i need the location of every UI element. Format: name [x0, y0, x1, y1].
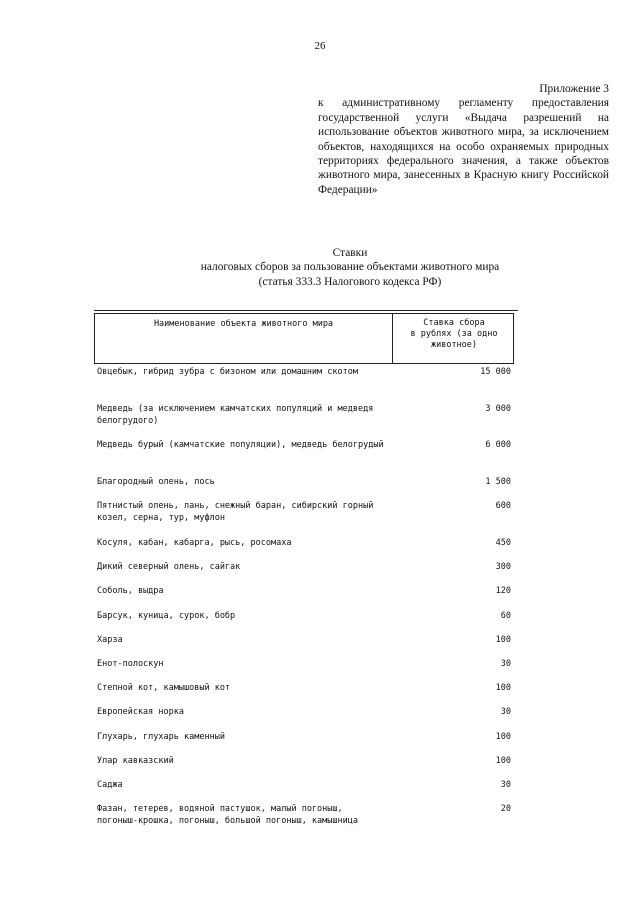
row-name: Барсук, куница, сурок, бобр: [97, 611, 236, 621]
row-name: Благородный олень, лось: [97, 477, 215, 487]
row-name: Пятнистый олень, лань, снежный баран, сибирский горный козел, серна, тур, муфлон: [97, 501, 374, 523]
table-header-box: [94, 313, 514, 364]
row-name: Косуля, кабан, кабарга, рысь, росомаха: [97, 538, 292, 548]
row-rate: 120: [495, 586, 511, 596]
heading-line-3: (статья 333.3 Налогового кодекса РФ): [258, 275, 442, 288]
row-rate: 100: [495, 635, 511, 645]
row-name: Медведь бурый (камчатские популяции), медведь белогрудый: [97, 440, 384, 450]
row-rate: 60: [500, 611, 511, 621]
row-rate: 600: [495, 501, 511, 511]
table-top-rule: [94, 310, 518, 311]
row-name: Саджа: [97, 780, 123, 790]
row-name: Степной кот, камышовый кот: [97, 683, 231, 693]
row-rate: 100: [495, 732, 511, 742]
row-rate: 30: [500, 707, 511, 717]
row-rate: 300: [495, 562, 511, 572]
page-number: 26: [314, 40, 326, 52]
row-name: Европейская норка: [97, 707, 184, 717]
row-name: Глухарь, глухарь каменный: [97, 732, 225, 742]
heading-line-2: налоговых сборов за пользование объектами животного мира: [200, 261, 500, 274]
header-name: Наименование объекта животного мира: [153, 319, 334, 329]
row-rate: 1 500: [485, 477, 511, 487]
row-rate: 100: [495, 683, 511, 693]
header-rate-line-1: Ставка сбора: [423, 318, 485, 328]
row-rate: 30: [500, 659, 511, 669]
row-name: Улар кавказский: [97, 756, 174, 766]
document-heading: [90, 246, 610, 289]
row-rate: 20: [500, 804, 511, 814]
row-rate: 30: [500, 780, 511, 790]
appendix-title: Приложение 3: [539, 83, 609, 95]
row-rate: 100: [495, 756, 511, 766]
header-rate: [393, 318, 515, 351]
header-rate-line-3: животное): [430, 340, 478, 350]
header-rate-line-2: в рублях (за одно: [410, 329, 498, 339]
row-name: Медведь (за исключением камчатских популяций и медведя белогрудого): [97, 404, 374, 426]
row-name: Дикий северный олень, сайгак: [97, 562, 241, 572]
row-rate: 15 000: [480, 367, 511, 377]
row-name: Енот-полоскун: [97, 659, 164, 669]
row-rate: 450: [495, 538, 511, 548]
row-name: Фазан, тетерев, водяной пастушок, малый погоныш, погоныш-крошка, погоныш, большой погоныш, камышница: [97, 804, 358, 826]
row-rate: 6 000: [485, 440, 511, 450]
row-rate: 3 000: [485, 404, 511, 414]
appendix-text: к административному регламенту предоставления государственной услуги «Выдача разрешений на использование объектов животного мира, за исключением объектов, находящихся на особо охраняемых природных территориях федерального значения, а также объектов животного мира, занесенных в Красную книгу Российской Федерации»: [318, 97, 609, 196]
row-name: Харза: [97, 635, 123, 645]
row-name: Соболь, выдра: [97, 586, 164, 596]
row-name: Овцебык, гибрид зубра с бизоном или домашним скотом: [97, 367, 358, 377]
heading-line-1: Ставки: [332, 247, 368, 259]
appendix-block: [318, 82, 609, 197]
